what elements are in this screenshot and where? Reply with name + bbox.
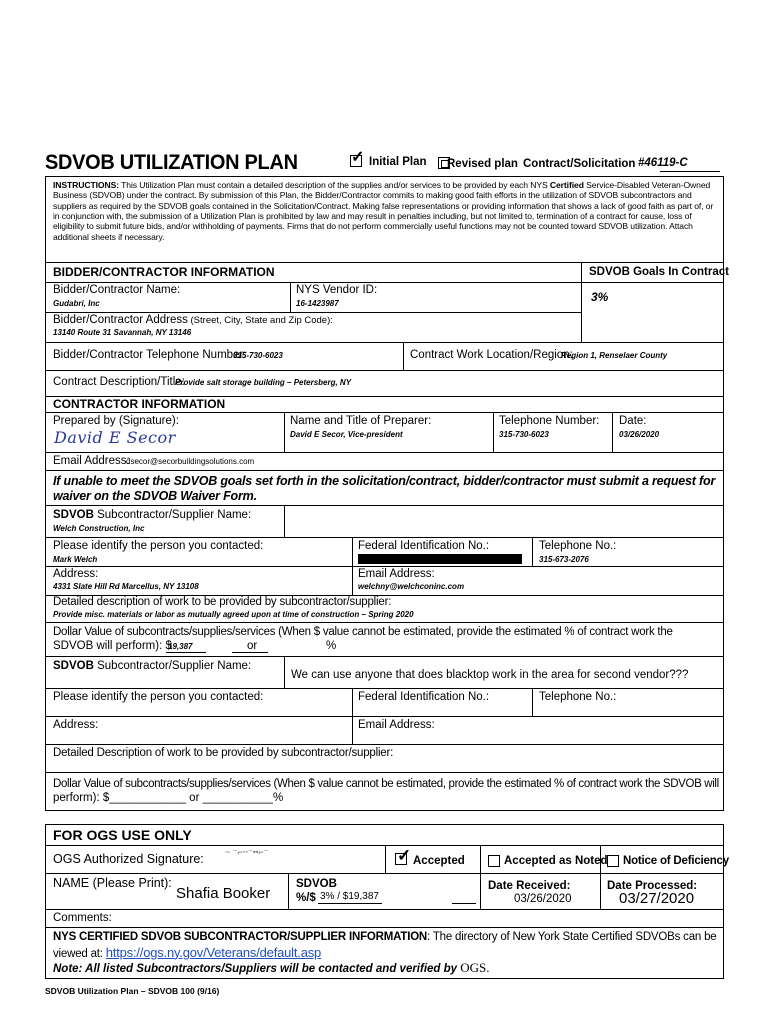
ogs-signature-label: OGS Authorized Signature: [53, 852, 204, 866]
instructions-certified: Certified [549, 180, 584, 190]
comments-label: Comments: [53, 912, 112, 924]
divider [45, 505, 724, 506]
divider [45, 342, 724, 343]
divider [45, 873, 724, 874]
divider [45, 537, 724, 538]
vendor-id-label: NYS Vendor ID: [296, 284, 378, 296]
sub1-dollar-field[interactable]: 19,387 [168, 642, 193, 651]
divider [45, 688, 724, 689]
divider [532, 537, 533, 567]
sub2-dollar-label-2: perform): $____________ or ___________% [53, 792, 284, 804]
directory-text: : The directory of New York State Certified SDVOBs can be viewed at: [53, 931, 717, 960]
underline [232, 652, 268, 653]
sub2-email-label: Email Address: [358, 719, 435, 731]
divider [480, 873, 481, 909]
directory-info [53, 931, 719, 962]
vendor-id-field[interactable]: 16-1423987 [296, 299, 339, 308]
divider [288, 873, 289, 909]
location-field[interactable]: Region 1, Renselaer County [561, 351, 668, 360]
date-received-field[interactable]: 03/26/2020 [514, 893, 572, 905]
sub2-contact-label: Please identify the person you contacted: [53, 691, 264, 703]
sub1-address-label: Address: [53, 568, 99, 580]
sdvob-pct-field[interactable]: 3% / $19,387 [320, 891, 379, 902]
instructions-text [53, 180, 719, 242]
bidder-section-title: BIDDER/CONTRACTOR INFORMATION [53, 265, 275, 279]
instructions-part-1: This Utilization Plan must contain a detailed description of the supplies and/or services to be provided by each NYS [119, 180, 550, 190]
accepted-as-noted-label: Accepted as Noted [504, 855, 608, 867]
sub1-work-field[interactable]: Provide misc. materials or labor as mutually agreed upon at time of construction – Spring 2020 [53, 610, 414, 619]
location-label: Contract Work Location/Region: [410, 349, 573, 361]
check-icon: ✓ [351, 149, 365, 166]
sub1-or: or [247, 640, 258, 652]
sub1-contact-field[interactable]: Mark Welch [53, 555, 98, 564]
contract-number: #46119-C [638, 157, 688, 169]
sub2-phone-label: Telephone No.: [539, 691, 617, 703]
divider [480, 845, 481, 873]
divider [600, 873, 601, 909]
sub1-email-field[interactable]: welchny@welchconinc.com [358, 582, 465, 591]
accepted-checkbox[interactable] [395, 846, 412, 866]
sub1-email-label: Email Address: [358, 568, 435, 580]
contract-underline [660, 171, 720, 172]
instructions-lead: INSTRUCTIONS: [53, 180, 120, 190]
divider [45, 452, 724, 453]
divider [45, 909, 724, 910]
sub2-fein-label: Federal Identification No.: [358, 691, 490, 703]
page-title: SDVOB UTILIZATION PLAN [45, 151, 298, 174]
directory-link[interactable]: https://ogs.ny.gov/Veterans/default.asp [105, 944, 322, 960]
bidder-address-label: Bidder/Contractor Address (Street, City, State and Zip Code): [53, 314, 333, 326]
directory-lead: NYS CERTIFIED SDVOB SUBCONTRACTOR/SUPPLIER INFORMATION [53, 931, 428, 943]
divider [45, 716, 724, 717]
sub1-phone-label: Telephone No.: [539, 540, 617, 552]
verification-note: Note: All listed Subcontractors/Suppliers will be contacted and verified by OGS. [53, 960, 490, 975]
sub2-dollar-label: Dollar Value of subcontracts/supplies/services (When $ value cannot be estimated, provide the estimated % of contract work the SDVOB will [53, 778, 719, 790]
preparer-field[interactable]: David E Secor, Vice-president [290, 430, 403, 439]
bidder-name-field[interactable]: Gudabri, Inc [53, 299, 100, 308]
ogs-title: FOR OGS USE ONLY [53, 827, 192, 843]
sub2-name-note[interactable]: We can use anyone that does blacktop work in the area for second vendor??? [291, 669, 689, 681]
accepted-as-noted-checkbox[interactable] [488, 855, 500, 867]
ogs-name-field[interactable]: Shafia Booker [176, 885, 271, 902]
initial-plan-label: Initial Plan [369, 156, 427, 168]
sub1-work-label: Detailed description of work to be provided by subcontractor/supplier: [53, 596, 392, 608]
sub1-percent: % [326, 640, 337, 652]
divider [45, 262, 724, 263]
check-icon: ✓ [397, 846, 412, 865]
prepared-by-label: Prepared by (Signature): [53, 415, 179, 427]
divider [600, 845, 601, 873]
sub2-work-label: Detailed Description of work to be provided by subcontractor/supplier: [53, 747, 394, 759]
bidder-phone-field[interactable]: 315-730-6023 [233, 351, 283, 360]
sub1-phone-field[interactable]: 315-673-2076 [539, 555, 589, 564]
sub2-name-label: SDVOB Subcontractor/Supplier Name: [53, 660, 252, 672]
sdvob-pct-label-2: %/$ [296, 892, 316, 904]
divider [581, 262, 582, 342]
sub1-name-field[interactable]: Welch Construction, Inc [53, 524, 145, 533]
sub1-address-field[interactable]: 4331 Slate Hill Rd Marcellus, NY 13108 [53, 582, 199, 591]
contractor-phone-field[interactable]: 315-730-6023 [499, 430, 549, 439]
sub1-dollar-label: Dollar Value of subcontracts/supplies/services (When $ value cannot be estimated, provide the estimated % of contract work the [53, 626, 673, 638]
divider [45, 744, 724, 745]
divider [45, 656, 724, 657]
initial-plan-checkbox[interactable] [350, 149, 365, 167]
bidder-name-label: Bidder/Contractor Name: [53, 284, 181, 296]
divider [45, 566, 724, 567]
goals-title: SDVOB Goals In Contract [589, 266, 729, 278]
sub1-name-label: SDVOB Subcontractor/Supplier Name: [53, 509, 252, 521]
bidder-address-field[interactable]: 13140 Route 31 Savannah, NY 13146 [53, 328, 192, 337]
underline [318, 903, 382, 904]
divider [532, 688, 533, 716]
sub1-dollar-label-2: SDVOB will perform): $ [53, 640, 172, 652]
date-received-label: Date Received: [488, 880, 571, 892]
accepted-label: Accepted [413, 855, 465, 867]
divider [45, 412, 724, 413]
description-field[interactable]: Provide salt storage building – Petersberg, NY [175, 378, 352, 387]
ogs-signature-field[interactable]: ~ ⁻⌐╌⁻╍⌐⁻ [225, 847, 269, 857]
instructions-part-2: Service-Disabled Veteran-Owned Business (SDVOB) under the contract. By submission of this Plan, the Bidder/Contractor commits to making good faith efforts in the utilization of SDVOB subcontractors and suppliers as required by the SDVOB goals contained in the Solicitation/Contract. Making false representations or providing information that shows a lack of good faith as part of, or in conjunction with, the submission of a Utilization Plan is prohibited by law and may result in penalties including, but not limited to, termination of a contract for cause, loss of eligibility to submit future bids, and/or withholding of payments. Firms that do not perform commercially useful functions may not be counted toward SDVOB utilization. Attach additional sheets if necessary. [53, 180, 714, 242]
form-footer: SDVOB Utilization Plan – SDVOB 100 (9/16) [45, 986, 220, 996]
contractor-section-title: CONTRACTOR INFORMATION [53, 397, 226, 411]
divider [45, 772, 724, 773]
deficiency-label: Notice of Deficiency [623, 855, 729, 867]
preparer-label: Name and Title of Preparer: [290, 415, 432, 427]
contractor-phone-label: Telephone Number: [499, 415, 600, 427]
underline [166, 652, 206, 653]
divider [612, 412, 613, 452]
sdvob-pct-label: SDVOB [296, 878, 337, 890]
email-field[interactable]: dsecor@secorbuildingsolutions.com [126, 457, 255, 466]
sub1-fein-redacted [358, 554, 522, 564]
bidder-phone-label: Bidder/Contractor Telephone Number: [53, 349, 247, 361]
ogs-name-label: NAME (Please Print): [53, 876, 172, 890]
divider [403, 342, 404, 370]
divider [284, 656, 285, 688]
sub1-fein-label: Federal Identification No.: [358, 540, 490, 552]
signature-field[interactable]: David E Secor [54, 428, 176, 447]
divider [290, 282, 291, 312]
divider [45, 470, 724, 471]
waiver-notice: If unable to meet the SDVOB goals set forth in the solicitation/contract, bidder/contractor must submit a request for waiver on the SDVOB Waiver Form. [53, 474, 716, 503]
date-processed-field[interactable]: 03/27/2020 [619, 890, 695, 907]
divider [45, 312, 581, 313]
divider [284, 412, 285, 452]
date-field[interactable]: 03/26/2020 [619, 430, 660, 439]
description-label: Contract Description/Title: [53, 376, 185, 388]
email-label: Email Address: [53, 455, 130, 467]
divider [45, 927, 724, 928]
underline [452, 903, 476, 904]
sub2-address-label: Address: [53, 719, 99, 731]
deficiency-checkbox[interactable] [607, 855, 619, 867]
divider [45, 282, 724, 283]
contract-label: Contract/Solicitation [523, 158, 636, 170]
divider [45, 622, 724, 623]
divider [284, 505, 285, 537]
goals-value[interactable]: 3% [591, 290, 609, 304]
divider [45, 370, 724, 371]
divider [385, 845, 386, 873]
sub1-contact-label: Please identify the person you contacted: [53, 540, 264, 552]
revised-plan-label: Revised plan [447, 158, 518, 170]
date-processed-label: Date Processed: [607, 880, 698, 892]
divider [493, 412, 494, 452]
date-label: Date: [619, 415, 647, 427]
